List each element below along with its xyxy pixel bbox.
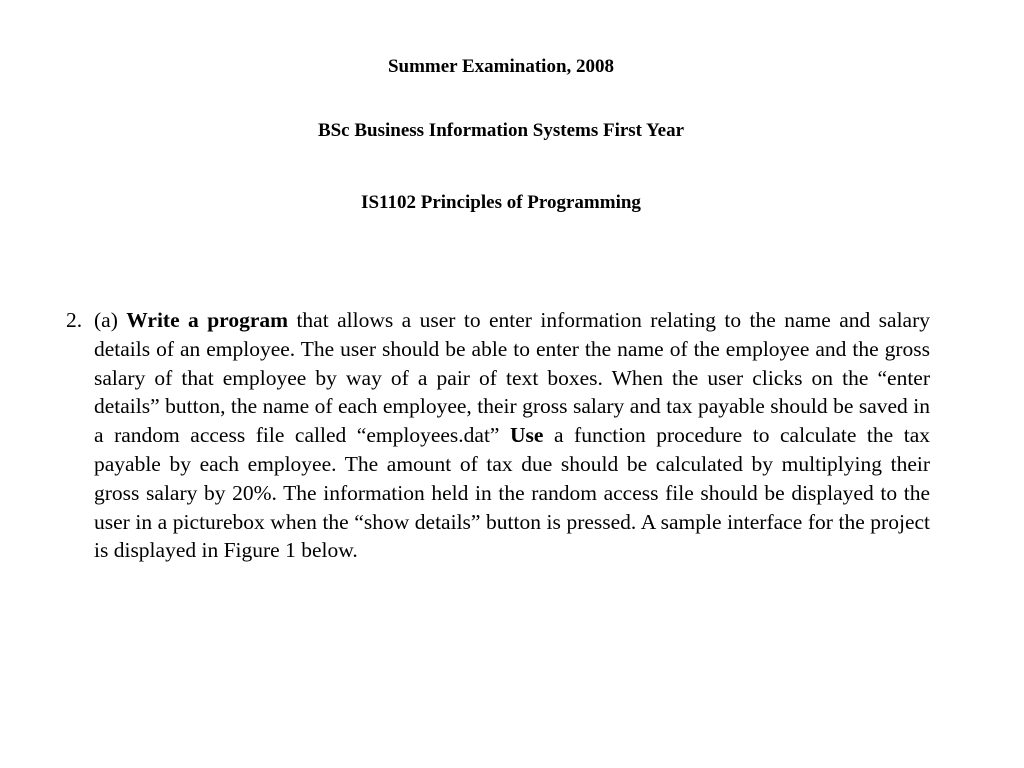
question-number: 2.: [66, 308, 83, 332]
course-title: BSc Business Information Systems First Year: [317, 120, 685, 141]
module-title: IS1102 Principles of Programming: [361, 192, 641, 213]
exam-title: Summer Examination, 2008: [387, 56, 615, 77]
question-text: [94, 306, 930, 565]
question-use-bold: Use: [510, 423, 544, 448]
question-text-part-2: a function procedure to calculate the tax payable by each employee. The amount of tax due should be calculated by multiplying their gross salary by 20%. The information held in the random access file should be displayed to the user in a picturebox when the “show details” button is pressed. A sample interface for the project is displayed in Figure 1 below.: [94, 423, 930, 563]
question-2a: [66, 306, 930, 565]
question-text-part-1: that allows a user to enter information relating to the name and salary details of an employee. The user should be able to enter the name of the employee and the gross salary of that employee by way of a pair of text boxes. When the user clicks on the “enter details” button, the name of each employee, their gross salary and tax payable should be saved in a random access file called “employees.dat”: [94, 308, 930, 448]
question-part: (a): [94, 308, 118, 332]
question-lead-bold: Write a program: [126, 308, 289, 332]
